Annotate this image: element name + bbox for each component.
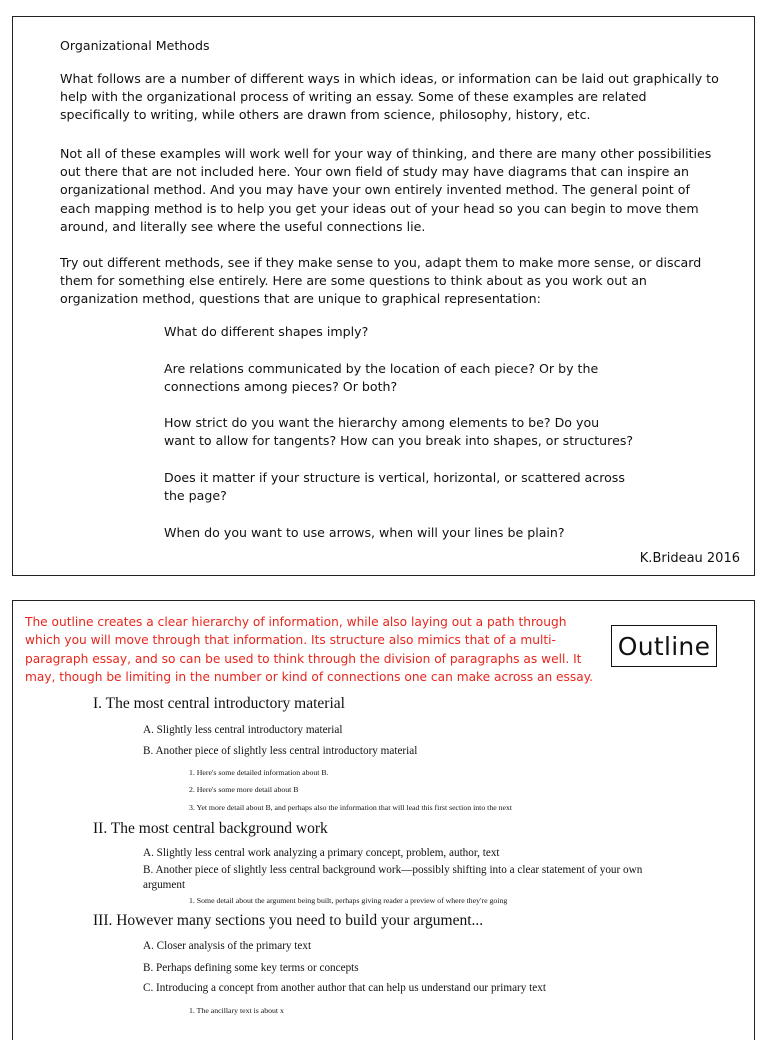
outline-section-1: I. The most central introductory material [93,695,345,712]
question-2: Are relations communicated by the location of each piece? Or by the connections among pieces? Or both? [164,361,599,395]
outline-heading: Outline [611,625,717,667]
outline-item-3a: A. Closer analysis of the primary text [143,940,312,952]
outline-item-1b: B. Another piece of slightly less central introductory material [143,745,418,757]
card-title: Organizational Methods [60,38,210,53]
question-3: How strict do you want the hierarchy among elements to be? Do you want to allow for tangents? How can you break into shapes, or structures? [164,415,634,449]
question-4: Does it matter if your structure is vertical, horizontal, or scattered across the page? [164,470,625,504]
author-credit: K.Brideau 2016 [639,551,740,566]
outline-item-2b: B. Another piece of slightly less central background work—possibly shifting into a clear statement of your own argument [143,864,643,891]
outline-detail-2b1: 1. Some detail about the argument being built, perhaps giving reader a preview of where they're going [189,896,508,905]
outline-detail-1b1: 1. Here's some detailed information about B. [189,768,329,777]
intro-card [12,16,755,576]
outline-intro: The outline creates a clear hierarchy of information, while also laying out a path through which you will move through that information. Its structure also mimics that of a multi-paragraph essay, and so can be used to think through the division of paragraphs as well. It may, though be limiting in the number or kind of connections one can make across an essay. [25,615,594,684]
paragraph-3: Try out different methods, see if they make sense to you, adapt them to make more sense, or discard them for something else entirely. Here are some questions to think about as you work out an organization method, questions that are unique to graphical representation: [60,255,702,307]
outline-item-1a: A. Slightly less central introductory material [143,724,343,736]
outline-section-3: III. However many sections you need to build your argument... [93,912,484,929]
outline-section-2: II. The most central background work [93,820,328,837]
outline-item-3b: B. Perhaps defining some key terms or concepts [143,962,359,974]
outline-detail-1b3: 3. Yet more detail about B, and perhaps also the information that will lead this first section into the next [189,803,513,812]
outline-item-3c: C. Introducing a concept from another author that can help us understand our primary text [143,982,546,994]
question-5: When do you want to use arrows, when will your lines be plain? [164,525,565,540]
outline-card [12,600,755,1040]
outline-item-2a: A. Slightly less central work analyzing a primary concept, problem, author, text [143,847,500,859]
outline-detail-3c1: 1. The ancillary text is about x [189,1006,284,1015]
outline-detail-1b2: 2. Here's some more detail about B [189,785,299,794]
question-1: What do different shapes imply? [164,324,369,339]
paragraph-1: What follows are a number of different ways in which ideas, or information can be laid out graphically to help with the organizational process of writing an essay. Some of these examples are related specifically to writing, while others are drawn from science, philosophy, history, etc. [60,71,719,123]
paragraph-2: Not all of these examples will work well for your way of thinking, and there are many other possibilities out there that are not included here. Your own field of study may have diagrams that can inspire an organizational method. And you may have your own entirely invented method. The general point of each mapping method is to help you get your ideas out of your head so you can begin to move them around, and literally see where the useful connections lie. [60,146,712,234]
